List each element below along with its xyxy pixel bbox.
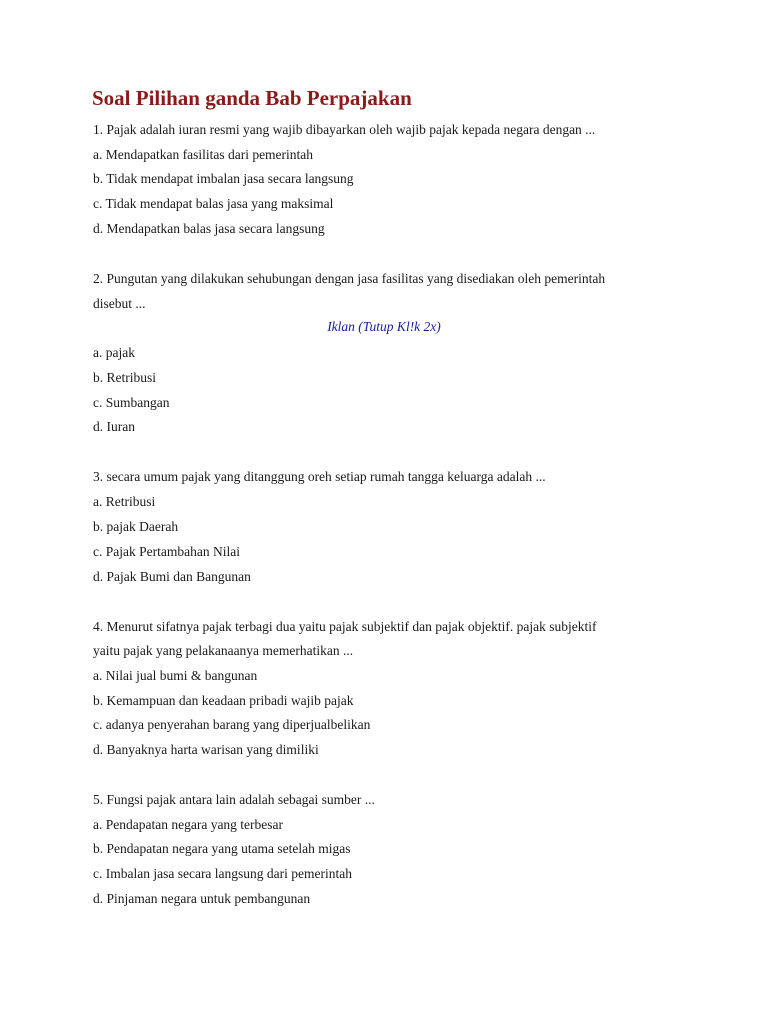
question-2-option-a: a. pajak	[93, 345, 135, 360]
question-2-text-line-1: 2. Pungutan yang dilakukan sehubungan dengan jasa fasilitas yang disediakan oleh pemerintah	[93, 271, 606, 286]
page-title: Soal Pilihan ganda Bab Perpajakan	[92, 86, 412, 110]
question-5-option-a: a. Pendapatan negara yang terbesar	[93, 817, 284, 832]
question-5-text: 5. Fungsi pajak antara lain adalah sebagai sumber ...	[93, 792, 375, 807]
question-4-text-line-1: 4. Menurut sifatnya pajak terbagi dua yaitu pajak subjektif dan pajak objektif. pajak subjektif	[93, 619, 597, 634]
question-1-text: 1. Pajak adalah iuran resmi yang wajib dibayarkan oleh wajib pajak kepada negara dengan ...	[93, 122, 596, 137]
question-5-option-c: c. Imbalan jasa secara langsung dari pemerintah	[93, 866, 353, 881]
question-1-option-b: b. Tidak mendapat imbalan jasa secara langsung	[93, 171, 354, 186]
question-3-option-c: c. Pajak Pertambahan Nilai	[93, 544, 240, 559]
question-4-text-line-2: yaitu pajak yang pelakanaanya memerhatikan ...	[93, 643, 354, 658]
question-1-option-d: d. Mendapatkan balas jasa secara langsung	[93, 221, 325, 236]
question-3-option-b: b. pajak Daerah	[93, 519, 179, 534]
question-4-option-d: d. Banyaknya harta warisan yang dimiliki	[93, 742, 319, 757]
ad-close-link[interactable]: Iklan (Tutup Kl!k 2x)	[327, 319, 441, 334]
question-1-option-a: a. Mendapatkan fasilitas dari pemerintah	[93, 147, 314, 162]
question-4-option-b: b. Kemampuan dan keadaan pribadi wajib pajak	[93, 693, 354, 708]
question-2-option-c: c. Sumbangan	[93, 395, 170, 410]
question-3-option-d: d. Pajak Bumi dan Bangunan	[93, 569, 251, 584]
question-3-option-a: a. Retribusi	[93, 494, 156, 509]
question-5-option-d: d. Pinjaman negara untuk pembangunan	[93, 891, 311, 906]
question-2-text-line-2: disebut ...	[93, 296, 146, 311]
question-5-option-b: b. Pendapatan negara yang utama setelah migas	[93, 841, 351, 856]
question-4-option-c: c. adanya penyerahan barang yang diperjualbelikan	[93, 717, 371, 732]
question-1-option-c: c. Tidak mendapat balas jasa yang maksimal	[93, 196, 334, 211]
question-2-option-b: b. Retribusi	[93, 370, 156, 385]
question-3-text: 3. secara umum pajak yang ditanggung oreh setiap rumah tangga keluarga adalah ...	[93, 469, 546, 484]
question-2-option-d: d. Iuran	[93, 419, 135, 434]
question-4-option-a: a. Nilai jual bumi & bangunan	[93, 668, 258, 683]
